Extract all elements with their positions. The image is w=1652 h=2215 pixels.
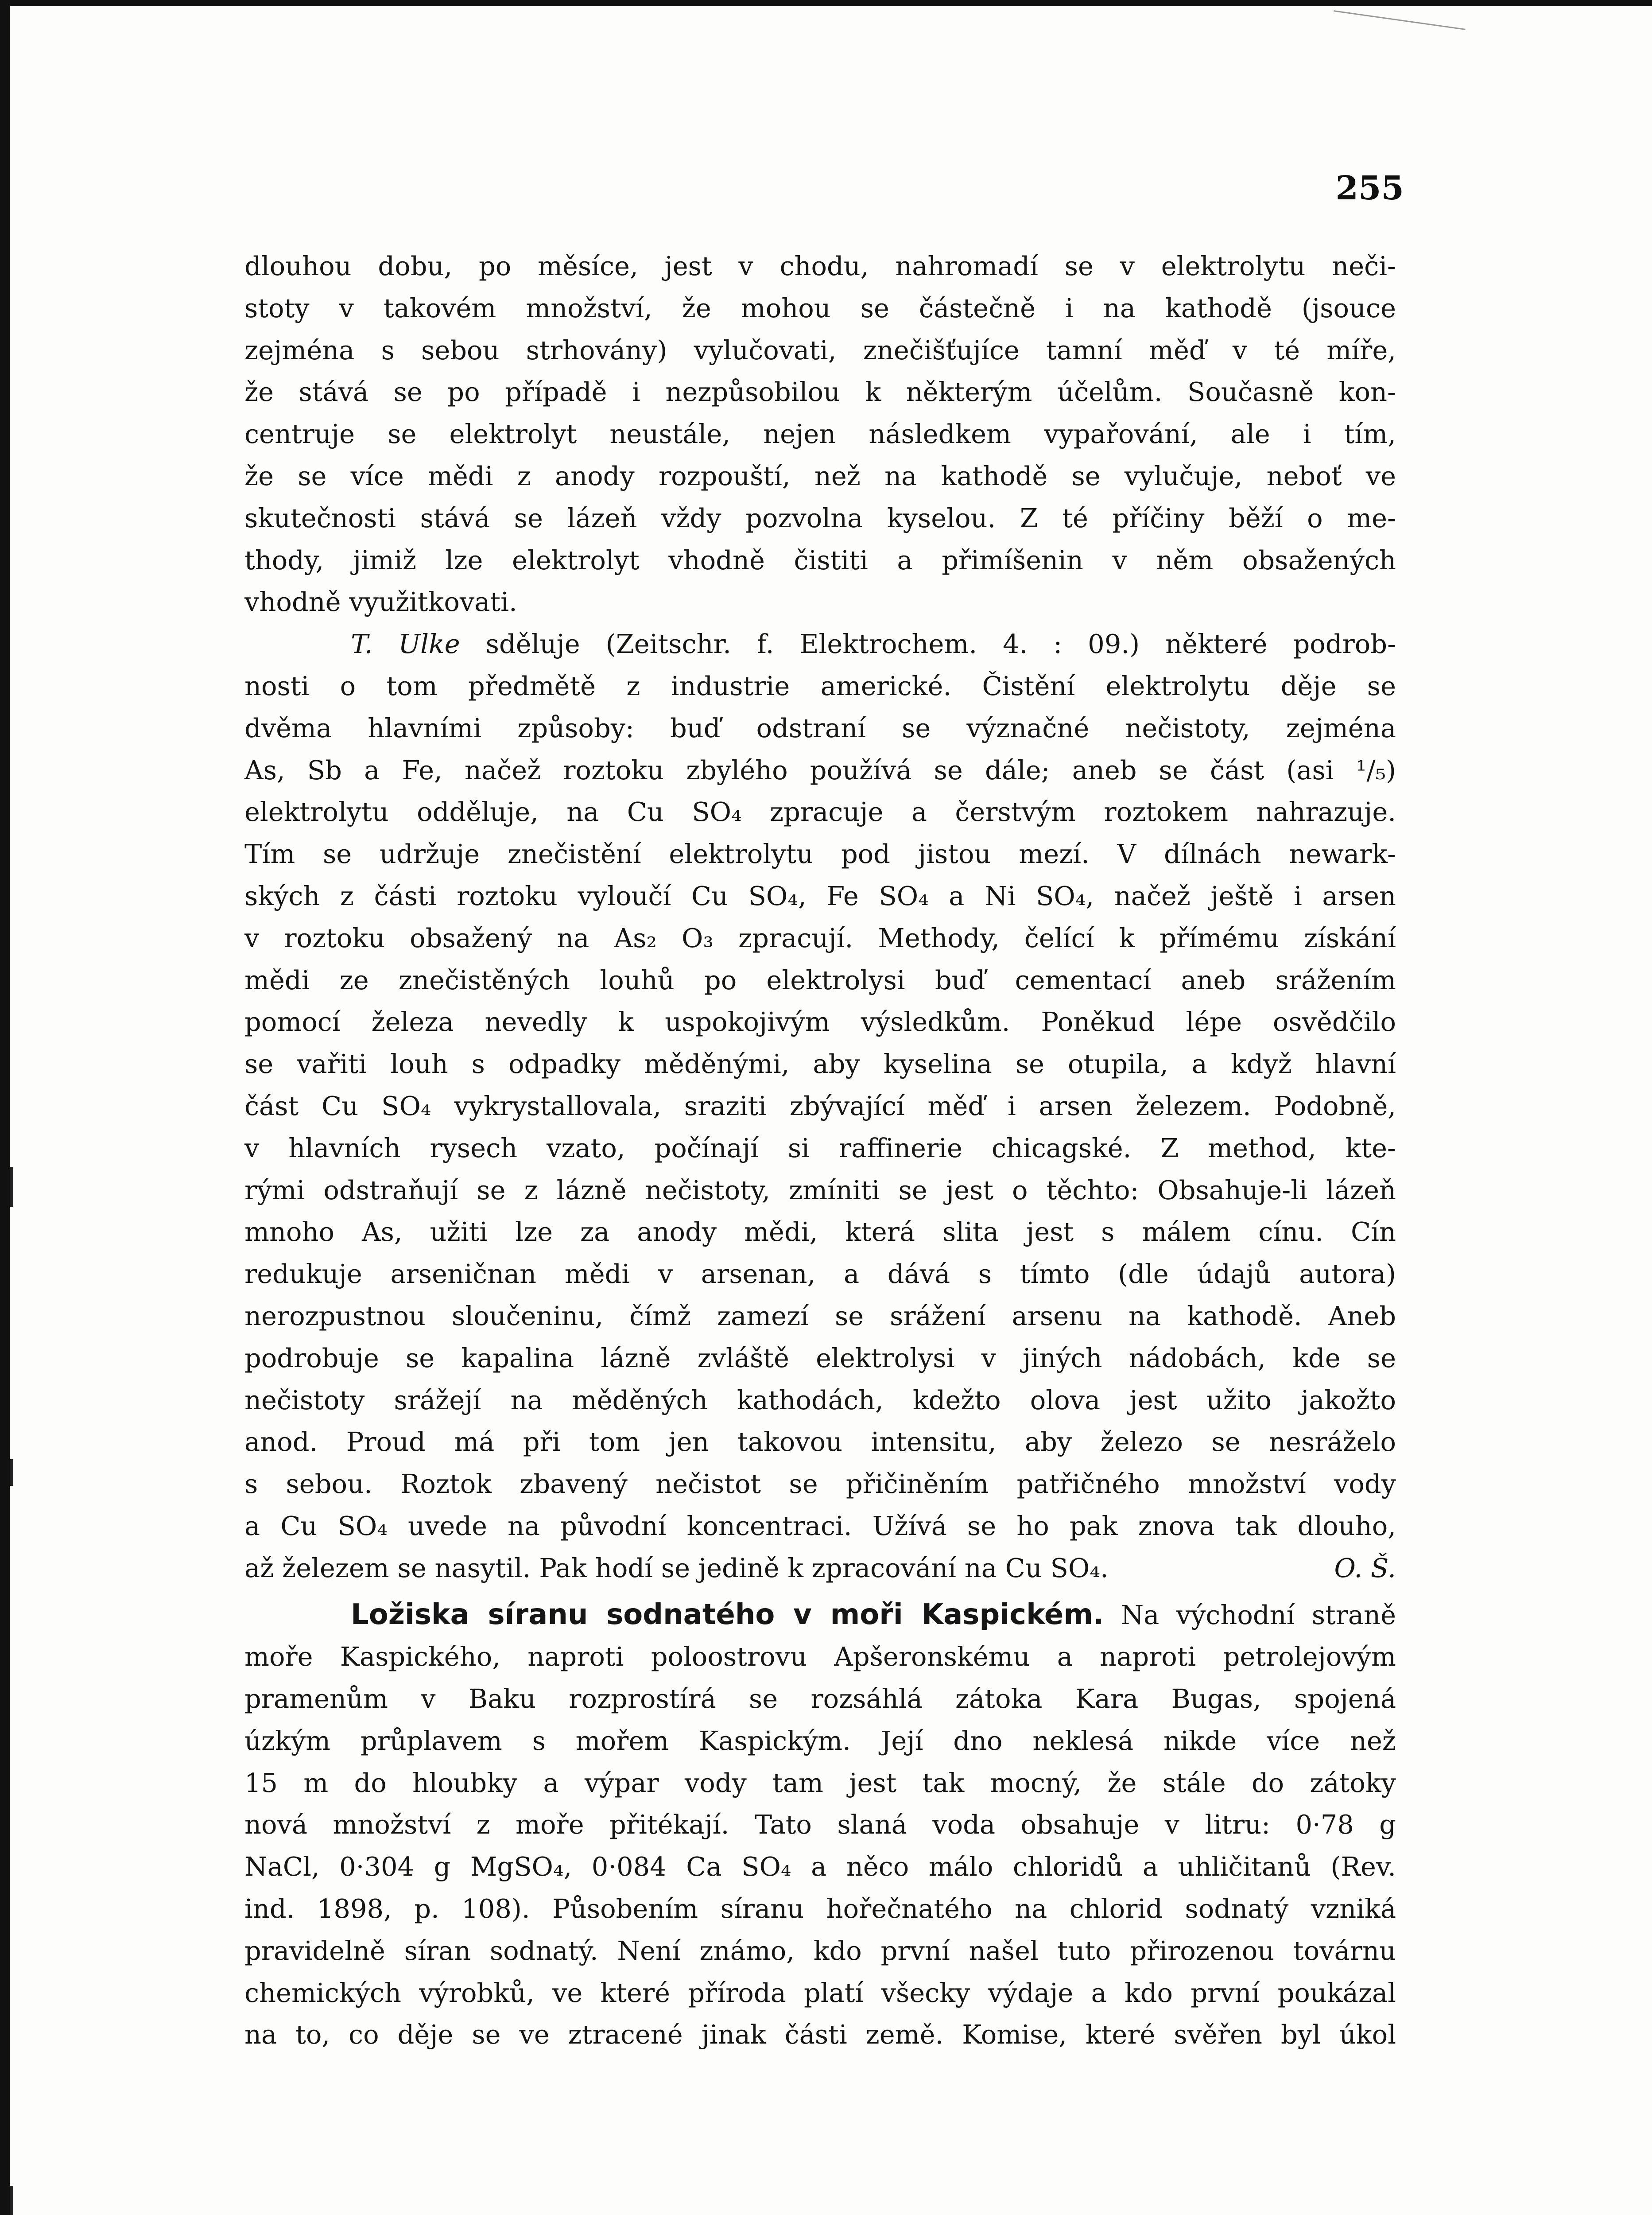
text-fragment: Na východní straně: [1104, 1599, 1396, 1630]
text-line: ských z části roztoku vyloučí Cu SO₄, Fe SO₄ a Ni SO₄, načež ještě i arsen: [244, 880, 1396, 911]
text-line: NaCl, 0·304 g MgSO₄, 0·084 Ca SO₄ a něco málo chloridů a uhličitanů (Rev.: [244, 1851, 1396, 1882]
text-line: na to, co děje se ve ztracené jinak části země. Komise, které svěřen byl úkol: [244, 2019, 1396, 2050]
signature: O. Š.: [1334, 1552, 1396, 1583]
text-line: chemických výrobků, ve které příroda platí všecky výdaje a kdo první poukázal: [244, 1977, 1396, 2008]
text-line: pomocí železa nevedly k uspokojivým výsledkům. Poněkud lépe osvědčilo: [244, 1006, 1396, 1038]
text-line: s sebou. Roztok zbavený nečistot se přičiněním patřičného množství vody: [244, 1469, 1396, 1500]
text-column: [244, 245, 1396, 2056]
text-line: dvěma hlavními způsoby: buď odstraní se význačné nečistoty, zejména: [244, 712, 1396, 743]
text-line: ind. 1898, p. 108). Působením síranu hořečnatého na chlorid sodnatý vzniká: [244, 1893, 1396, 1924]
text-line: As, Sb a Fe, načež roztoku zbylého používá se dále; aneb se část (asi ¹/₅): [244, 754, 1396, 785]
text-line: vhodně využitkovati.: [244, 587, 517, 618]
text-line-with-author: [244, 623, 1396, 665]
text-line: nerozpustnou sloučeninu, čímž zamezí se srážení arsenu na kathodě. Aneb: [244, 1300, 1396, 1331]
text-line: mnoho As, užiti lze za anody mědi, která slita jest s málem cínu. Cín: [244, 1216, 1396, 1247]
paragraph-1: [244, 245, 1396, 623]
text-line: část Cu SO₄ vykrystallovala, sraziti zbývající měď i arsen železem. Podobně,: [244, 1090, 1396, 1121]
page-number: 255: [1335, 169, 1404, 207]
text-line: redukuje arseničnan mědi v arsenan, a dává s tímto (dle údajů autora): [244, 1259, 1396, 1290]
margin-mark: [10, 1167, 13, 1207]
text-line: elektrolytu odděluje, na Cu SO₄ zpracuje a čerstvým roztokem nahrazuje.: [244, 797, 1396, 828]
text-fragment: sděluje (Zeitschr. f. Elektrochem. 4. : 09.) některé podrob-: [460, 629, 1396, 660]
text-line: centruje se elektrolyt neustále, nejen následkem vypařování, ale i tím,: [244, 419, 1396, 450]
paragraph-2: [244, 623, 1396, 1589]
text-line: že se více mědi z anody rozpouští, než na kathodě se vylučuje, neboť ve: [244, 460, 1396, 491]
text-line: dlouhou dobu, po měsíce, jest v chodu, nahromadí se v elektrolytu neči-: [244, 251, 1396, 281]
text-line: podrobuje se kapalina lázně zvláště elektrolysi v jiných nádobách, kde se: [244, 1342, 1396, 1373]
text-line: zejména s sebou strhovány) vylučovati, znečišťujíce tamní měď v té míře,: [244, 334, 1396, 365]
text-line: v hlavních rysech vzato, počínají si raffinerie chicagské. Z method, kte-: [244, 1132, 1396, 1163]
text-line: pravidelně síran sodnatý. Není známo, kdo první našel tuto přirozenou továrnu: [244, 1935, 1396, 1966]
text-line: nečistoty srážejí na měděných kathodách, kdežto olova jest užito jakožto: [244, 1384, 1396, 1415]
text-line: se vařiti louh s odpadky měděnými, aby kyselina se otupila, a když hlavní: [244, 1049, 1396, 1080]
text-line: 15 m do hloubky a výpar vody tam jest tak mocný, že stále do zátoky: [244, 1767, 1396, 1798]
text-line: moře Kaspického, naproti poloostrovu Apšeronskému a naproti petrolejovým: [244, 1641, 1396, 1672]
text-line: Tím se udržuje znečistění elektrolytu pod jistou mezí. V dílnách newark-: [244, 839, 1396, 870]
margin-mark: [10, 1459, 13, 1486]
section-first-line: [244, 1594, 1396, 1636]
text-line: úzkým průplavem s mořem Kaspickým. Její dno neklesá nikde více než: [244, 1725, 1396, 1756]
text-fragment: až železem se nasytil. Pak hodí se jedině k zpracování na Cu SO₄.: [244, 1552, 1109, 1583]
text-line: skutečnosti stává se lázeň vždy pozvolna kyselou. Z té příčiny běží o me-: [244, 502, 1396, 533]
section-heading: Ložiska síranu sodnatého v moři Kaspickém.: [351, 1598, 1104, 1631]
text-line: nosti o tom předmětě z industrie americké. Čistění elektrolytu děje se: [244, 670, 1396, 701]
text-line: nová množství z moře přitékají. Tato slaná voda obsahuje v litru: 0·78 g: [244, 1809, 1396, 1840]
text-line-with-signature: [244, 1547, 1396, 1589]
scan-streak: [1334, 10, 1465, 30]
author-name: T. Ulke: [351, 629, 460, 660]
text-line: pramenům v Baku rozprostírá se rozsáhlá zátoka Kara Bugas, spojená: [244, 1683, 1396, 1714]
text-line: v roztoku obsažený na As₂ O₃ zpracují. Methody, čelící k přímému získání: [244, 922, 1396, 953]
section-sodium-sulfate: [244, 1594, 1396, 2056]
text-line: thody, jimiž lze elektrolyt vhodně čistiti a přimíšenin v něm obsažených: [244, 544, 1396, 575]
text-line: rými odstraňují se z lázně nečistoty, zmíniti se jest o těchto: Obsahuje-li lázeň: [244, 1174, 1396, 1205]
text-line: mědi ze znečistěných louhů po elektrolysi buď cementací aneb srážením: [244, 964, 1396, 995]
text-line: a Cu SO₄ uvede na původní koncentraci. Užívá se ho pak znova tak dlouho,: [244, 1510, 1396, 1541]
text-line: anod. Proud má při tom jen takovou intensitu, aby železo se nesráželo: [244, 1426, 1396, 1457]
text-line: stoty v takovém množství, že mohou se částečně i na kathodě (jsouce: [244, 292, 1396, 323]
margin-mark: [10, 2186, 13, 2215]
text-line: že stává se po případě i nezpůsobilou k některým účelům. Současně kon-: [244, 377, 1396, 408]
